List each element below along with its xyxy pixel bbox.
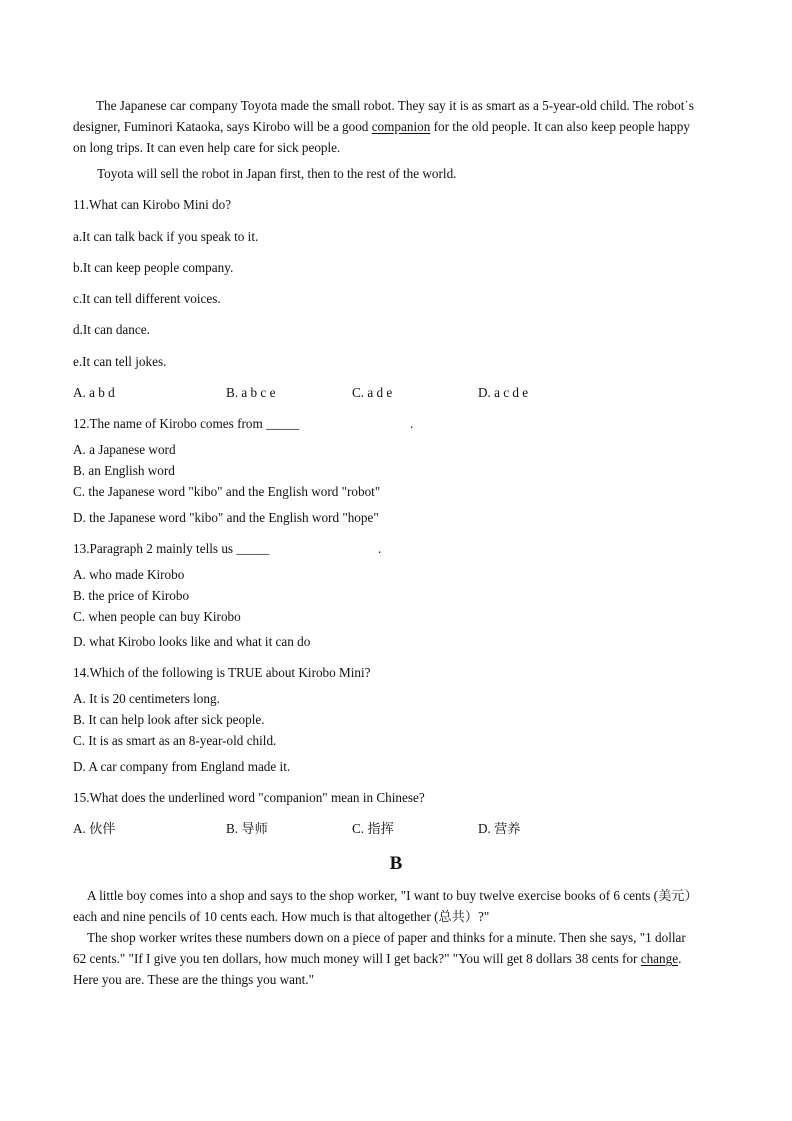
underlined-word-companion: companion — [371, 119, 431, 134]
passage-a-line-2 — [73, 119, 690, 135]
section-b-line-4 — [73, 951, 681, 967]
question-13-option-a: A. who made Kirobo — [73, 567, 185, 582]
question-15-choice-c: C. 指挥 — [352, 821, 394, 836]
passage-a-paragraph-2: Toyota will sell the robot in Japan first, then to the rest of the world. — [97, 166, 457, 181]
passage-a-line-1: The Japanese car company Toyota made the small robot. They say it is as smart as a 5-year-old child. The robot˙s — [96, 98, 694, 113]
question-12-option-b: B. an English word — [73, 463, 175, 478]
question-11-stem: 11.What can Kirobo Mini do? — [73, 197, 232, 212]
section-b-line-3: The shop worker writes these numbers down on a piece of paper and thinks for a minute. Then she says, "1 dollar — [87, 930, 686, 945]
passage-a-line-3: on long trips. It can even help care for sick people. — [73, 140, 341, 155]
underlined-word-change: change — [640, 951, 679, 966]
question-14-option-b: B. It can help look after sick people. — [73, 712, 265, 727]
question-14-option-d: D. A car company from England made it. — [73, 759, 291, 774]
section-b-line-5: Here you are. These are the things you want." — [73, 972, 314, 987]
question-12-stem: 12.The name of Kirobo comes from _____ — [73, 416, 299, 431]
section-b-line-1: A little boy comes into a shop and says to the shop worker, "I want to buy twelve exercise books of 6 cents (美元） — [87, 888, 698, 903]
question-13-option-b: B. the price of Kirobo — [73, 588, 190, 603]
question-11-item-c: c.It can tell different voices. — [73, 291, 221, 306]
passage-a-line-2-start: designer, Fuminori Kataoka, says Kirobo will be a good — [73, 119, 372, 134]
passage-a-line-2-end: for the old people. It can also keep people happy — [430, 119, 690, 134]
question-14-option-c: C. It is as smart as an 8-year-old child. — [73, 733, 277, 748]
question-13-option-c: C. when people can buy Kirobo — [73, 609, 241, 624]
question-11-choice-c: C. a d e — [352, 385, 393, 400]
section-b-line-2: each and nine pencils of 10 cents each. How much is that altogether (总共）?" — [73, 909, 490, 924]
section-b-heading: B — [389, 853, 403, 874]
question-13-stem: 13.Paragraph 2 mainly tells us _____ — [73, 541, 270, 556]
question-11-item-b: b.It can keep people company. — [73, 260, 234, 275]
question-13-option-d: D. what Kirobo looks like and what it can do — [73, 634, 311, 649]
question-12-period: . — [410, 416, 414, 431]
question-12-option-a: A. a Japanese word — [73, 442, 176, 457]
question-11-item-a: a.It can talk back if you speak to it. — [73, 229, 259, 244]
question-13-period: . — [378, 541, 382, 556]
question-11-item-d: d.It can dance. — [73, 322, 150, 337]
question-15-stem: 15.What does the underlined word "companion" mean in Chinese? — [73, 790, 425, 805]
question-14-stem: 14.Which of the following is TRUE about Kirobo Mini? — [73, 665, 371, 680]
question-12-option-d: D. the Japanese word "kibo" and the English word "hope" — [73, 510, 379, 525]
question-14-option-a: A. It is 20 centimeters long. — [73, 691, 220, 706]
question-12-option-c: C. the Japanese word "kibo" and the English word "robot" — [73, 484, 381, 499]
question-15-choice-b: B. 导师 — [226, 821, 268, 836]
question-15-choice-d: D. 营养 — [478, 821, 521, 836]
section-b-line-4-end: . — [678, 951, 682, 966]
question-11-item-e: e.It can tell jokes. — [73, 354, 167, 369]
question-11-choice-d: D. a c d e — [478, 385, 529, 400]
question-11-choice-b: B. a b c e — [226, 385, 276, 400]
question-15-choice-a: A. 伙伴 — [73, 821, 116, 836]
question-11-choice-a: A. a b d — [73, 385, 115, 400]
section-b-line-4-start: 62 cents." "If I give you ten dollars, how much money will I get back?" "You will get 8 dollars 38 cents for — [73, 951, 641, 966]
